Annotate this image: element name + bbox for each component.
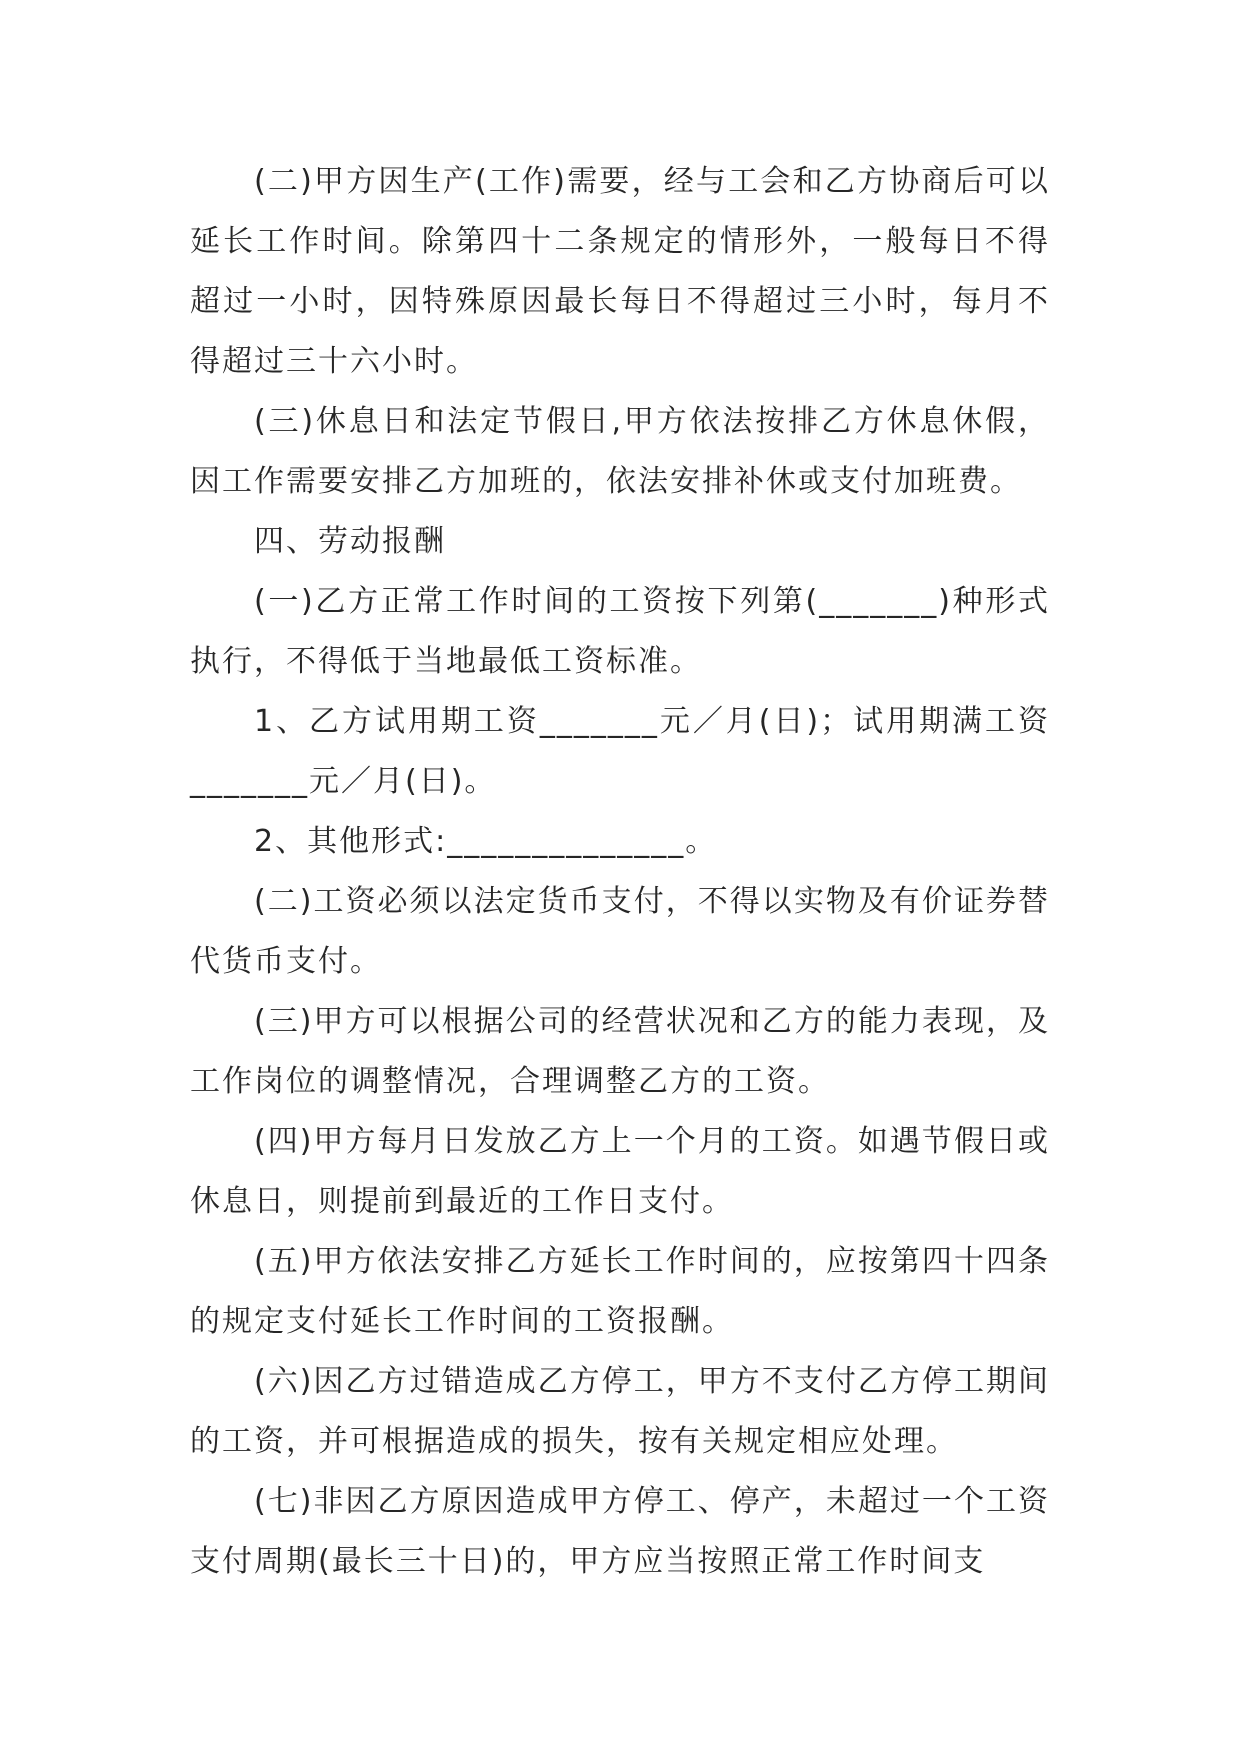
paragraph-overtime-pay: (五)甲方依法安排乙方延长工作时间的，应按第四十四条的规定支付延长工作时间的工资报酬。 xyxy=(190,1244,1050,1339)
document-body xyxy=(190,152,1050,1592)
paragraph-nonfault-stoppage: (七)非因乙方原因造成甲方停工、停产，未超过一个工资支付周期(最长三十日)的，甲方应当按照正常工作时间支 xyxy=(190,1484,1050,1579)
paragraph-wage-form: (一)乙方正常工作时间的工资按下列第(_______)种形式执行，不得低于当地最低工资标准。 xyxy=(190,584,1050,679)
paragraph-fault-stoppage: (六)因乙方过错造成乙方停工，甲方不支付乙方停工期间的工资，并可根据造成的损失，按有关规定相应处理。 xyxy=(190,1364,1050,1459)
paragraph-overtime-extension: (二)甲方因生产(工作)需要，经与工会和乙方协商后可以延长工作时间。除第四十二条规定的情形外，一般每日不得超过一小时，因特殊原因最长每日不得超过三小时，每月不得超过三十六小时。 xyxy=(190,164,1050,379)
paragraph-other-form: 2、其他形式:______________。 xyxy=(254,824,718,859)
paragraph-legal-currency: (二)工资必须以法定货币支付，不得以实物及有价证券替代货币支付。 xyxy=(190,884,1050,979)
section-heading-remuneration: 四、劳动报酬 xyxy=(254,524,446,559)
paragraph-holiday-rest: (三)休息日和法定节假日,甲方依法按排乙方休息休假，因工作需要安排乙方加班的，依法安排补休或支付加班费。 xyxy=(190,404,1050,499)
paragraph-probation-wage: 1、乙方试用期工资_______元／月(日)；试用期满工资_______元／月(日)。 xyxy=(190,704,1050,799)
paragraph-payday: (四)甲方每月日发放乙方上一个月的工资。如遇节假日或休息日，则提前到最近的工作日支付。 xyxy=(190,1124,1050,1219)
paragraph-wage-adjustment: (三)甲方可以根据公司的经营状况和乙方的能力表现，及工作岗位的调整情况，合理调整乙方的工资。 xyxy=(190,1004,1050,1099)
